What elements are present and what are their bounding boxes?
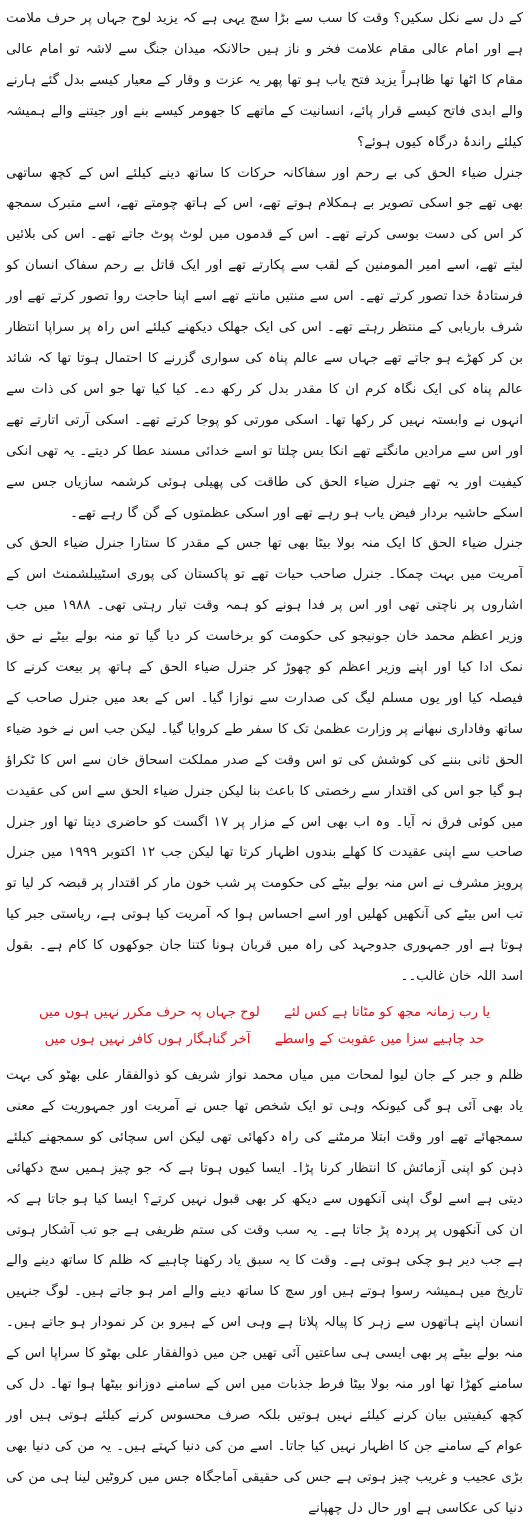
- article-paragraph-1: کے دل سے نکل سکیں؟ وقت کا سب سے بڑا سچ یہی ہے کہ یزید لوح جہاں پر حرف ملامت ہے اور امام عالی مقام علامت فخر و ناز ہیں حالانکہ میدان جنگ سے لاشہ تو امام عالی مقام کا اٹھا تھا ظاہراً یزید فتح یاب ہو تھا پھر یہ عزت و وقار کے معیار کیسے بدل گئے ہارنے والے ابدی فاتح کیسے قرار پائے، انسانیت کے ماتھے کا جھومر کیسے بنے اور جیتنے والے ہمیشہ کیلئے راندۂ درگاہ کیوں ہوئے؟: [6, 11, 523, 150]
- verse-line-2: [6, 1026, 523, 1053]
- verse-line-1-first-half: یا رب زمانہ مجھ کو مٹاتا ہے کس لئے: [284, 1005, 491, 1020]
- ghalib-verse: [6, 999, 523, 1053]
- verse-line-2-second-half: آخر گناہگار ہوں کافر نہیں ہوں میں: [44, 1032, 251, 1047]
- article-closing-paragraph: ظلم و جبر کے جان لیوا لمحات میں میاں محمد نواز شریف کو ذوالفقار علی بھٹو کی بہت یاد بھی آئی ہو گی کیونکہ وہی تو ایک شخص تھا جس نے آمریت اور جمہوریت کے معنی سمجھائے تھے اور وقت ابتلا مرمٹنے کی راہ دکھائی تھی لیکن اس سچائی کو سمجھنے کیلئے ذہن کو اپنی آزمائش کا انتظار کرنا پڑا۔ ایسا کیوں ہوتا ہے کہ جو چیز ہمیں سچ دکھائی دیتی ہے اسے لوگ اپنی آنکھوں سے دیکھ کر بھی قبول نہیں کرتے؟ ایسا کیا ہو جاتا ہے کہ ان کی آنکھوں پر پردہ پڑ جاتا ہے۔ یہ سب وقت کی ستم ظریفی ہے جو تب آشکار ہوتی ہے جب دیر ہو چکی ہوتی ہے۔ وقت کا یہ سبق یاد رکھنا چاہیے کہ ظلم کا ساتھ دینے والے تاریخ میں ہمیشہ رسوا ہوتے ہیں اور سچ کا ساتھ دینے والے امر ہو جاتے ہیں۔ لوگ جنہیں انسان اپنے ہاتھوں سے زہر کا پیالہ پلاتا ہے وہی اس کے ہیرو بن کر نمودار ہو جاتے ہیں۔ منہ بولے بیٹے پر بھی ایسی ہی ساعتیں آئی تھیں جن میں ذوالفقار علی بھٹو کا سراپا اس کے سامنے کھڑا تھا اور منہ بولا بیٹا فرط جذبات میں اس کے سامنے دوزانو بیٹھا ہوا تھا۔ دل کی کچھ کیفیتیں بیان کرنے کیلئے نہیں ہوتیں بلکہ صرف محسوس کرنے کیلئے ہوتی ہیں اور عوام کے سامنے جن کا اظہار نہیں کیا جاتا۔ اسے من کی دنیا کہتے ہیں۔ یہ من کی دنیا بھی بڑی عجیب و غریب چیز ہوتی ہے جس کی حقیقی آماجگاہ جس میں کروٹیں لینا ہی من کی دنیا کی عکاسی ہے اور حال دل چھپانے: [6, 1068, 523, 1516]
- verse-line-1-second-half: لوح جہاں پہ حرف مکرر نہیں ہوں میں: [38, 1005, 260, 1020]
- verse-line-1: [6, 999, 523, 1026]
- article-paragraph-3: جنرل ضیاء الحق کا ایک منہ بولا بیٹا بھی تھا جس کے مقدر کا ستارا جنرل ضیاء الحق کی آمریت میں بہت چمکا۔ جنرل صاحب حیات تھے تو پاکستان کی پوری اسٹیبلشمنٹ اس کے اشاروں پر ناچتی تھی اور اس پر فدا ہونے کو ہمہ وقت تیار رہتی تھی۔ ۱۹۸۸ میں جب وزیر اعظم محمد خان جونیجو کی حکومت کو برخاست کر دیا گیا تو منہ بولے بیٹے نے حق نمک ادا کیا اور اپنے وزیر اعظم کو چھوڑ کر جنرل ضیاء الحق کے ہاتھ پر بیعت کرنے کا فیصلہ کیا اور یوں مسلم لیگ کی صدارت سے نوازا گیا۔ اس کے بعد میں جنرل صاحب کے ساتھ وفاداری نبھانے پر وزارت عظمیٰ تک کا سفر طے کروایا گیا۔ لیکن جب اس نے خود ضیاء الحق ثانی بننے کی کوشش کی تو اس وقت کے صدر مملکت اسحاق خان سے اس کا ٹکراؤ ہو گیا جو اس کی اقتدار سے رخصتی کا باعث بنا لیکن جنرل ضیاء الحق سے اس کی عقیدت میں کوئی فرق نہ آیا۔ وہ اب بھی اس کے مزار پر ۱۷ اگست کو حاضری دیتا تھا اور جنرل صاحب سے اپنی عقیدت کا کھلے بندوں اظہار کرتا تھا لیکن جب ۱۲ اکتوبر ۱۹۹۹ میں جنرل پرویز مشرف نے اس منہ بولے بیٹے کی حکومت پر شب خون مار کر اقتدار پر قبضہ کر لیا تو تب اس بیٹے کی آنکھیں کھلیں اور اسے احساس ہوا کہ آمریت کیا ہوتی ہے، ریاستی جبر کیا ہوتا ہے اور جمہوری جدوجہد کی راہ میں قربان ہونا کتنا جان جوکھوں کا کام ہے۔ بقول اسد اللہ خان غالب۔۔: [6, 536, 523, 985]
- verse-line-2-first-half: حد چاہیے سزا میں عقوبت کے واسطے: [274, 1032, 485, 1047]
- article-paragraph-2: جنرل ضیاء الحق کی بے رحم اور سفاکانہ حرکات کا ساتھ دینے کیلئے اس کے کچھ ساتھی بھی تھے جو اسکی تصویر بے ہمکلام ہوتے تھے، اس کے ہاتھ چومتے تھے، اسے متبرک سمجھ کر اس کی دست بوسی کرتے تھے۔ اس کے قدموں میں لوٹ پوٹ جاتے تھے۔ اس کی بلائیں لیتے تھے، اسے امیر المومنین کے لقب سے پکارتے تھے اور ایک قاتل بے رحم سفاک انسان کو فرستادۂ خدا تصور کرتے تھے۔ اس سے منتیں مانتے تھے اسے اپنا حاجت روا تصور کرتے تھے اور شرف باریابی کے منتظر رہتے تھے۔ اس کی ایک جھلک دیکھنے کیلئے اس راہ پر سراپا انتظار بن کر کھڑے ہو جاتے تھے جہاں سے عالم پناہ کی سواری گزرنے کا احتمال ہوتا تھا کہ شائد عالم پناہ کی ایک نگاہ کرم ان کا مقدر بدل کر رکھ دے۔ کیا کیا تھا جو اس کی ذات سے انہوں نے وابستہ نہیں کر رکھا تھا۔ اسکی مورتی کو پوجا کرتے تھے۔ اسکی آرتی اتارتے تھے اور اس سے مرادیں مانگتے تھے انکا بس چلتا تو اسے خدائی مسند عطا کر دیتے۔ یہ تھی انکی کیفیت اور یہ تھے جنرل ضیاء الحق کی طاقت کی پھیلی ہوئی کرشمہ سازیاں جس سے اسکے حاشیہ بردار فیض یاب ہو رہے تھے اور اسکی عظمتوں کے گن گا رہے تھے۔: [6, 165, 523, 521]
